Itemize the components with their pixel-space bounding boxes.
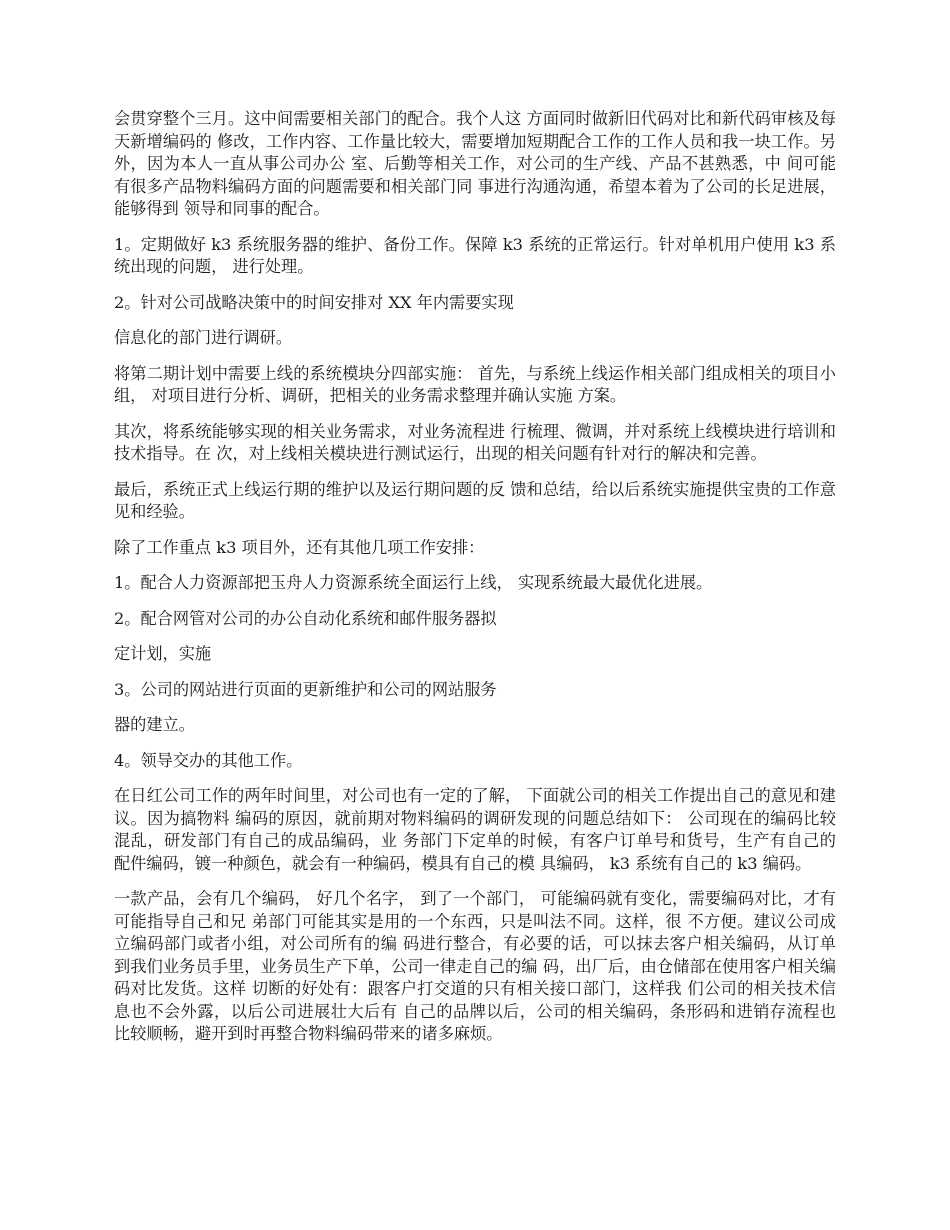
paragraph-2: 1。定期做好 k3 系统服务器的维护、备份工作。保障 k3 系统的正常运行。针对单机用户使用 k3 系统出现的问题， 进行处理。: [114, 234, 836, 276]
paragraph-13: 器的建立。: [114, 715, 195, 734]
paragraph-15: 在日红公司工作的两年时间里，对公司也有一定的了解， 下面就公司的相关工作提出自己的意见和建议。因为搞物料 编码的原因，就前期对物料编码的调研发现的问题总结如下： 公司现在的编码比较混乱，研发部门有自己的成品编码，业 务部门下定单的时候，有客户订单号和货号，生产有自己的 配件编码，镀一种颜色，就会有一种编码，模具有自己的模 具编码， k3 系统有自己的 k3 编码。: [114, 786, 836, 873]
paragraph-11: 定计划，实施: [114, 644, 212, 663]
paragraph-12: 3。公司的网站进行页面的更新维护和公司的网站服务: [114, 679, 497, 699]
paragraph-16: 一款产品，会有几个编码， 好几个名字， 到了一个部门， 可能编码就有变化，需要编码对比，才有可能指导自己和兄 弟部门可能其实是用的一个东西，只是叫法不同。这样，很 不方便。建议公司成立编码部门或者小组，对公司所有的编 码进行整合，有必要的话，可以抹去客户相关编码，从订单 到我们业务员手里，业务员生产下单，公司一律走自己的编 码，出厂后，由仓储部在使用客户相关编码对比发货。这样 切断的好处有：跟客户打交道的只有相关接口部门，这样我 们公司的相关技术信息也不会外露，以后公司进展壮大后有 自己的品牌以后，公司的相关编码，条形码和进销存流程也 比较顺畅，避开到时再整合物料编码带来的诸多麻烦。: [114, 889, 836, 1043]
paragraph-8: 除了工作重点 k3 项目外，还有其他几项工作安排：: [114, 537, 485, 557]
paragraph-9: 1。配合人力资源部把玉舟人力资源系统全面运行上线， 实现系统最大最优化进展。: [114, 573, 713, 592]
paragraph-6: 其次，将系统能够实现的相关业务需求，对业务流程进 行梳理、微调，并对系统上线模块进行培训和技术指导。在 次，对上线相关模块进行测试运行，出现的相关问题有针对行的解决和完善。: [114, 421, 836, 463]
paragraph-7: 最后，系统正式上线运行期的维护以及运行期问题的反 馈和总结，给以后系统实施提供宝贵的工作意见和经验。: [114, 479, 836, 521]
document-body: [114, 108, 836, 1059]
paragraph-10: 2。配合网管对公司的办公自动化系统和邮件服务器拟: [114, 608, 497, 628]
paragraph-4: 信息化的部门进行调研。: [114, 328, 293, 347]
paragraph-14: 4。领导交办的其他工作。: [114, 750, 303, 770]
paragraph-1: 会贯穿整个三月。这中间需要相关部门的配合。我个人这 方面同时做新旧代码对比和新代码审核及每天新增编码的 修改，工作内容、工作量比较大，需要增加短期配合工作的工作人员和我一块工作。另外，因为本人一直从事公司办公 室、后勤等相关工作，对公司的生产线、产品不甚熟悉，中 间可能有很多产品物料编码方面的问题需要和相关部门同 事进行沟通沟通，希望本着为了公司的长足进展，能够得到 领导和同事的配合。: [114, 109, 836, 218]
paragraph-3: 2。针对公司战略决策中的时间安排对 XX 年内需要实现: [114, 292, 514, 312]
paragraph-5: 将第二期计划中需要上线的系统模块分四部实施： 首先，与系统上线运作相关部门组成相关的项目小组， 对项目进行分析、调研，把相关的业务需求整理并确认实施 方案。: [114, 363, 836, 405]
